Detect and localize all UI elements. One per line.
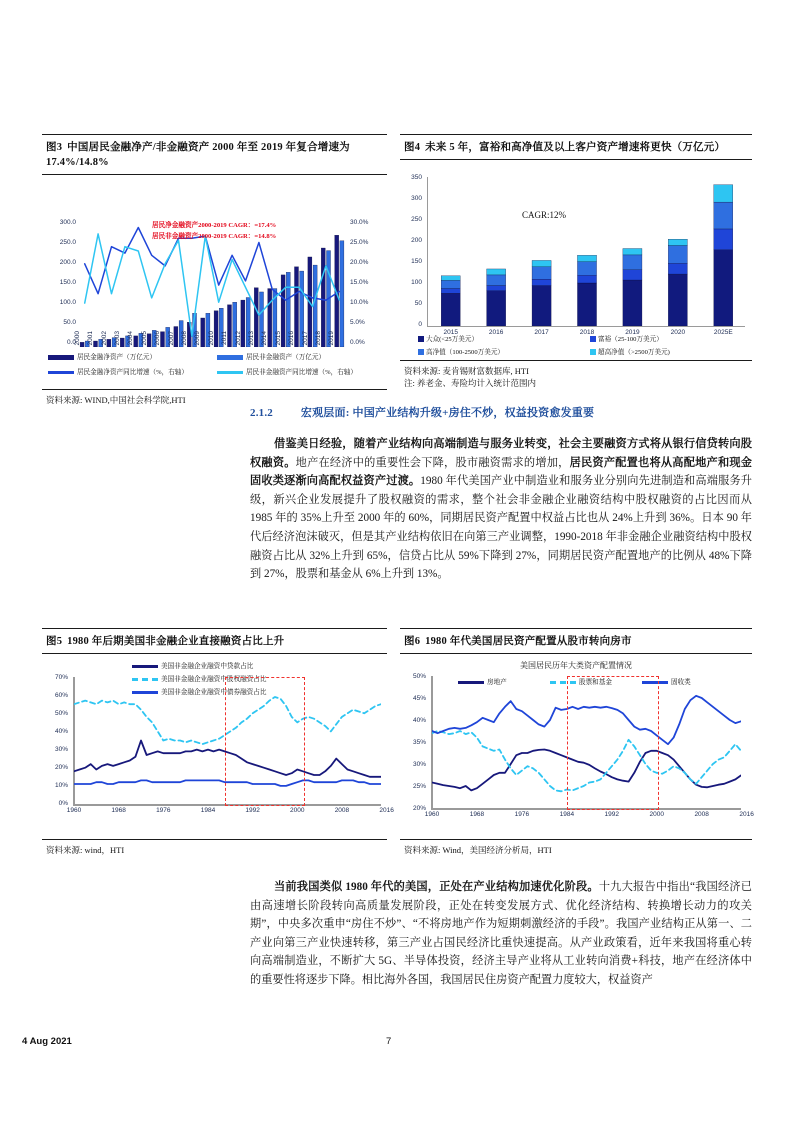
f4-legend-3-label: 超高净值（>2500万美元) xyxy=(598,349,670,356)
f5-ytick-0: 0% xyxy=(58,800,68,807)
figure-4-number: 图4 xyxy=(404,142,421,153)
line-swatch-icon xyxy=(132,665,158,668)
figure-4-chart xyxy=(400,160,752,336)
f4-ytick-50: 50 xyxy=(414,300,422,307)
f4-legend-1 xyxy=(590,333,663,343)
f3-ytick-200: 200.0 xyxy=(59,259,76,266)
f6-xtick-1968: 1968 xyxy=(469,811,485,818)
f4-xtick-2020: 2020 xyxy=(670,329,686,336)
f4-ytick-100: 100 xyxy=(411,279,422,286)
f3-xtick-2008: 2008 xyxy=(180,331,188,346)
f4-x-axis xyxy=(427,326,745,327)
f3-ytick-150: 150.0 xyxy=(59,279,76,286)
f3-legend-1-label: 居民非金融资产（万亿元） xyxy=(246,354,326,361)
f3-ytick-r-0: 0.0% xyxy=(350,339,365,346)
f3-xtick-2006: 2006 xyxy=(154,331,162,346)
f5-legend-2-label: 美国非金融企业融资中债券融资占比 xyxy=(161,689,267,696)
figure-6-number: 图6 xyxy=(404,636,421,647)
f4-xtick-2018: 2018 xyxy=(579,329,595,336)
figure-5-source: 资料来源: wind，HTI xyxy=(42,839,387,856)
figure-3-number: 图3 xyxy=(46,142,63,153)
f3-ytick-300: 300.0 xyxy=(59,219,76,226)
f6-ytick-20: 20% xyxy=(412,805,426,812)
figure-3-title-text: 中国居民金融净产/非金融资产 2000 年至 2019 年复合增速为 17.4%/14.8% xyxy=(46,142,350,168)
chart-bar xyxy=(714,202,733,229)
chart-bar xyxy=(134,336,138,347)
figure-6-chart-title: 美国居民历年大类资产配置情况 xyxy=(520,661,632,670)
f6-xtick-1984: 1984 xyxy=(559,811,575,818)
section-heading-text: 宏观层面: 中国产业结构升级+房住不炒，权益投资愈发重要 xyxy=(300,407,595,419)
p2-text-1: 十九大报告中指出“我国经济已由高速增长阶段转向高质量发展阶段，正处在转变发展方式、优化经济结构、转换增长动力的攻关期”，中央多次重申“房住不炒”、“不将房地产作为短期刺激经济的手段”。我国产业结构正从第一、二产业向第三产业快速转移，第三产业占国民经济比重快速提高。从产业政策看，近年来我国将重心转向高端制造业，不断扩大 5G、半导体投资，经济主导产业将从工业转向消费+科技，地产在经济体中的重要性将逐步下降。相比海外各国，我国居民住房资产配置力度较大，权益资产 xyxy=(250,881,752,986)
f6-xtick-1976: 1976 xyxy=(514,811,530,818)
bar-swatch-icon xyxy=(48,355,74,360)
f6-xtick-1960: 1960 xyxy=(424,811,440,818)
f3-xtick-2002: 2002 xyxy=(100,331,108,346)
chart-bar xyxy=(714,185,733,202)
f6-xtick-2008: 2008 xyxy=(694,811,709,818)
section-number: 2.1.2 xyxy=(250,407,273,419)
figure-4-annotation: CAGR:12% xyxy=(522,210,567,220)
f3-legend-1 xyxy=(217,351,325,361)
f4-legend-0-label: 大众(<25万美元） xyxy=(426,336,479,343)
f6-ytick-45: 45% xyxy=(412,695,426,702)
f3-xtick-2000: 2000 xyxy=(73,331,81,346)
chart-bar xyxy=(668,263,687,274)
f3-legend-2-label: 居民金融净资产同比增速（%，右轴） xyxy=(77,369,188,376)
f5-ytick-30: 30% xyxy=(54,746,68,753)
f5-legend-0 xyxy=(132,660,253,670)
chart-bar xyxy=(441,280,460,288)
f5-xtick-1984: 1984 xyxy=(200,807,216,814)
f3-legend-2 xyxy=(48,366,188,376)
f6-ytick-40: 40% xyxy=(412,717,426,724)
figure-5-chart xyxy=(42,654,394,839)
f5-xtick-1992: 1992 xyxy=(245,807,260,814)
figure-3-legend xyxy=(42,349,387,389)
f3-legend-3 xyxy=(217,366,357,376)
f4-ytick-200: 200 xyxy=(411,237,422,244)
figure-6-title-text: 1980 年代美国居民资产配置从股市转向房市 xyxy=(425,636,632,647)
f5-xtick-2016: 2016 xyxy=(379,807,394,814)
chart-bar xyxy=(93,341,97,347)
figure-4-source-line: 资料来源: 麦肯锡财富数据库, HTI xyxy=(404,366,529,376)
chart-bar xyxy=(668,239,687,245)
figure-6-source: 资料来源: Wind，美国经济分析局，HTI xyxy=(400,839,752,856)
figure-4-plot-area xyxy=(428,177,746,326)
f3-ytick-r-20: 20.0% xyxy=(350,259,369,266)
chart-bar xyxy=(623,270,642,280)
chart-bar xyxy=(668,274,687,326)
f5-legend-0-label: 美国非金融企业融资中贷款占比 xyxy=(161,663,254,670)
section-heading xyxy=(250,404,594,420)
chart-bar xyxy=(268,289,272,347)
f3-xtick-2012: 2012 xyxy=(234,331,242,346)
f3-ytick-50: 50.0 xyxy=(63,319,76,326)
f3-legend-3-label: 居民非金融资产同比增速（%，右轴） xyxy=(246,369,357,376)
p1-text-2: 1980 年代美国产业中制造业和服务业分别向先进制造和高端服务升级，新兴企业发展提升了股权融资的需求，整个社会非金融企业融资结构中股权融资的占比因而从 1985 年的 35%上升至 2000 年的 60%，同期居民资产配置中权益占比也从 24%上升到 36%。日本 90 年代后经济泡沫破灭，但是其产业结构依旧在向第三产业调整，1990-2018 年非金融企业融资结构中股权融资占比从 32%上升到 65%，信贷占比从 59%下降到 27%，同期居民资产配置地产的比例从 48%下降到 27%，股票和基金从 6%上升到 13%。 xyxy=(250,475,752,581)
chart-bar xyxy=(487,269,506,275)
f6-ytick-25: 25% xyxy=(412,783,426,790)
f5-ytick-70: 70% xyxy=(54,674,68,681)
chart-bar xyxy=(623,280,642,326)
f4-ytick-350: 350 xyxy=(411,174,422,181)
f4-ytick-300: 300 xyxy=(411,195,422,202)
figure-4-legend xyxy=(400,332,752,360)
f3-xtick-2005: 2005 xyxy=(140,331,148,346)
f4-ytick-250: 250 xyxy=(411,216,422,223)
f6-legend-0-label: 房地产 xyxy=(487,679,507,686)
figure-5-title xyxy=(42,629,387,653)
chart-bar xyxy=(577,275,596,283)
f5-ytick-40: 40% xyxy=(54,728,68,735)
chart-bar xyxy=(487,291,506,326)
line-swatch-icon xyxy=(217,371,243,374)
highlight-box xyxy=(567,676,659,810)
f4-xtick-2015: 2015 xyxy=(443,329,458,336)
f5-xtick-2000: 2000 xyxy=(290,807,305,814)
figure-3-chart xyxy=(42,175,387,349)
body-paragraph-1 xyxy=(250,435,752,584)
f4-xtick-2016: 2016 xyxy=(488,329,504,336)
chart-bar xyxy=(532,260,551,266)
legend-swatch-icon xyxy=(590,349,596,355)
f6-legend-1-label: 股票和基金 xyxy=(579,679,612,686)
f3-xtick-2009: 2009 xyxy=(194,331,202,346)
chart-bar xyxy=(577,283,596,326)
figure-5 xyxy=(42,628,394,856)
f5-xtick-1960: 1960 xyxy=(66,807,82,814)
f4-xtick-2017: 2017 xyxy=(534,329,549,336)
highlight-box xyxy=(225,677,305,806)
p2-bold-1: 当前我国类似 1980 年代的美国，正处在产业结构加速优化阶段。 xyxy=(274,881,599,893)
f6-ytick-50: 50% xyxy=(412,673,426,680)
f3-xtick-2016: 2016 xyxy=(288,331,296,346)
chart-bar xyxy=(532,267,551,279)
f6-xtick-1992: 1992 xyxy=(604,811,620,818)
figure-3-annotation-1: 居民净金融资产2000-2019 CAGR：=17.4% xyxy=(152,222,277,229)
footer-date: 4 Aug 2021 xyxy=(22,1036,72,1047)
chart-bar xyxy=(714,250,733,326)
f3-xtick-2011: 2011 xyxy=(221,331,229,345)
f4-ytick-150: 150 xyxy=(411,258,422,265)
figure-6-chart xyxy=(400,654,752,839)
f5-legend-1-label: 美国非金融企业融资中股权融资占比 xyxy=(161,676,267,683)
legend-swatch-icon xyxy=(418,349,424,355)
f3-ytick-r-25: 25.0% xyxy=(350,239,369,246)
f3-xtick-2007: 2007 xyxy=(167,331,175,346)
chart-bar xyxy=(623,255,642,270)
f3-ytick-r-30: 30.0% xyxy=(350,219,369,226)
chart-bar xyxy=(714,229,733,250)
legend-swatch-icon xyxy=(590,336,596,342)
p1-bold-1: 借鉴美日经验，随着产业结构向高端制造与服务业转变，社会主要融资方式将从银行信贷转向股权融资。 xyxy=(250,438,752,469)
chart-bar xyxy=(532,286,551,326)
f6-legend-2-label: 固收类 xyxy=(671,679,691,686)
chart-bar xyxy=(623,249,642,255)
chart-bar xyxy=(227,305,231,347)
p1-bold-2: 居民资产配置也将从高配地产和现金固收类逐渐向高配权益资产过渡。 xyxy=(250,456,752,488)
f6-xtick-2016: 2016 xyxy=(739,811,754,818)
figure-4 xyxy=(400,134,752,389)
f3-xtick-2015: 2015 xyxy=(274,331,282,346)
f3-ytick-0: 0.0 xyxy=(66,339,76,346)
f5-xtick-1976: 1976 xyxy=(156,807,171,814)
f3-xtick-2014: 2014 xyxy=(261,331,269,346)
figure-3-title xyxy=(42,135,387,174)
f3-xtick-2013: 2013 xyxy=(247,331,255,346)
figure-6-title xyxy=(400,629,752,653)
figure-5-number: 图5 xyxy=(46,636,63,647)
figure-4-title-text: 未来 5 年，富裕和高净值及以上客户资产增速将更快（万亿元） xyxy=(425,142,726,153)
chart-svg xyxy=(428,177,746,326)
figure-3 xyxy=(42,134,387,406)
f3-xtick-2017: 2017 xyxy=(301,331,309,346)
chart-bar xyxy=(532,279,551,285)
chart-bar xyxy=(201,318,205,347)
p1-text-1: 地产在经济中的重要性会下降，股市融资需求的增加， xyxy=(295,456,570,469)
f5-xtick-1968: 1968 xyxy=(111,807,126,814)
figure-5-title-text: 1980 年后期美国非金融企业直接融资占比上升 xyxy=(67,636,285,647)
f5-ytick-50: 50% xyxy=(54,710,68,717)
line-swatch-icon xyxy=(48,371,74,374)
page-number: 7 xyxy=(386,1036,392,1047)
figure-4-source xyxy=(400,360,752,389)
figure-3-source: 资料来源: WIND,中国社会科学院,HTI xyxy=(42,389,387,406)
f6-ytick-35: 35% xyxy=(412,739,426,746)
f3-legend-0-label: 居民金融净资产（万亿元） xyxy=(77,354,157,361)
figure-4-note-line: 注: 养老金、寿险均计入统计范围内 xyxy=(404,378,536,388)
legend-swatch-icon xyxy=(418,336,424,342)
body-paragraph-2 xyxy=(250,878,752,990)
f3-legend-0 xyxy=(48,351,156,361)
f5-ytick-10: 10% xyxy=(54,782,68,789)
f5-ytick-20: 20% xyxy=(54,764,68,771)
f3-ytick-250: 250.0 xyxy=(59,239,76,246)
chart-bar xyxy=(668,246,687,264)
f3-ytick-100: 100.0 xyxy=(59,299,76,306)
chart-bar xyxy=(577,262,596,276)
f3-xtick-2004: 2004 xyxy=(127,331,135,346)
figure-6 xyxy=(400,628,752,856)
bar-swatch-icon xyxy=(217,355,243,360)
chart-bar xyxy=(487,275,506,286)
f4-legend-3 xyxy=(590,346,670,356)
f3-ytick-r-5: 5.0% xyxy=(350,319,365,326)
chart-bar xyxy=(577,255,596,261)
f6-ytick-30: 30% xyxy=(412,761,426,768)
f6-xtick-2000: 2000 xyxy=(649,811,664,818)
f4-legend-2-label: 高净值（100-2500万美元） xyxy=(426,349,505,356)
chart-bar xyxy=(441,293,460,326)
f3-ytick-r-10: 10.0% xyxy=(350,299,369,306)
f5-xtick-2008: 2008 xyxy=(334,807,350,814)
chart-bar xyxy=(441,289,460,294)
f4-xtick-2019: 2019 xyxy=(625,329,640,336)
figure-4-title xyxy=(400,135,752,159)
f4-legend-2 xyxy=(418,346,504,356)
f4-ytick-0: 0 xyxy=(418,321,422,328)
figure-3-annotation-2: 居民非金融资产2000-2019 CAGR：=14.8% xyxy=(152,233,277,240)
f5-ytick-60: 60% xyxy=(54,692,68,699)
f3-xtick-2001: 2001 xyxy=(87,331,95,346)
f3-xtick-2019: 2019 xyxy=(328,331,336,346)
chart-bar xyxy=(160,332,164,347)
f3-xtick-2003: 2003 xyxy=(113,331,121,346)
f4-legend-0 xyxy=(418,333,478,343)
f3-xtick-2010: 2010 xyxy=(207,331,215,346)
chart-bar xyxy=(340,241,344,347)
f3-xtick-2018: 2018 xyxy=(314,331,322,346)
f3-ytick-r-15: 15.0% xyxy=(350,279,369,286)
f4-legend-1-label: 富裕（25-100万美元） xyxy=(598,336,663,343)
chart-bar xyxy=(441,276,460,281)
chart-bar xyxy=(487,286,506,291)
chart-bar xyxy=(294,267,298,347)
f4-xtick-2025E: 2025E xyxy=(713,329,733,336)
